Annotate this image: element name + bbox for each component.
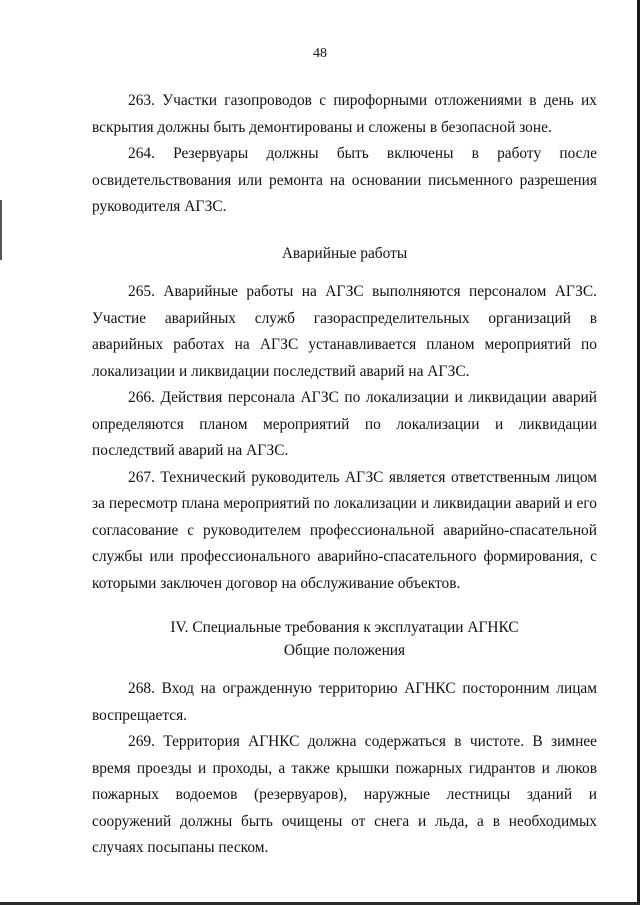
heading-section-iv: IV. Специальные требования к эксплуатации АГНКС xyxy=(170,619,519,636)
paragraph-265: 265. Аварийные работы на АГЗС выполняются персоналом АГЗС. Участие аварийных служб газораспределительных организаций в аварийных работах на АГЗС устанавливается планом мероприятий по локализации и ликвидации последствий аварий на АГЗС. xyxy=(92,283,597,380)
paragraph-269: 269. Территория АГНКС должна содержаться в чистоте. В зимнее время проезды и проходы, а также крышки пожарных гидрантов и люков пожарных водоемов (резервуаров), наружные лестницы зданий и сооружений должны быть очищены от снега и льда, а в необходимых случаях посыпаны песком. xyxy=(92,733,597,856)
paragraph-263: 263. Участки газопроводов с пирофорными отложениями в день их вскрытия должны быть демонтированы и сложены в безопасной зоне. xyxy=(92,92,597,136)
scan-shadow-left xyxy=(0,200,2,260)
heading-general-provisions: Общие положения xyxy=(283,641,406,659)
document-body xyxy=(92,88,597,862)
heading-emergency-works: Аварийные работы xyxy=(281,244,408,262)
page-number: 48 xyxy=(313,46,327,61)
paragraph-268: 268. Вход на огражденную территорию АГНКС посторонним лицам воспрещается. xyxy=(92,680,597,724)
paragraph-267: 267. Технический руководитель АГЗС является ответственным лицом за пересмотр плана мероприятий по локализации и ликвидации аварий и его согласование с руководителем профессиональной аварийно-спасательной службы или профессионального аварийно-спасательного формирования, с которыми заключен договор на обслуживание объектов. xyxy=(92,468,597,592)
paragraph-264: 264. Резервуары должны быть включены в работу после освидетельствования или ремонта на основании письменного разрешения руководителя АГЗС. xyxy=(92,145,597,215)
paragraph-266: 266. Действия персонала АГЗС по локализации и ликвидации аварий определяются планом мероприятий по локализации и ликвидации последствий аварий на АГЗС. xyxy=(92,389,597,459)
